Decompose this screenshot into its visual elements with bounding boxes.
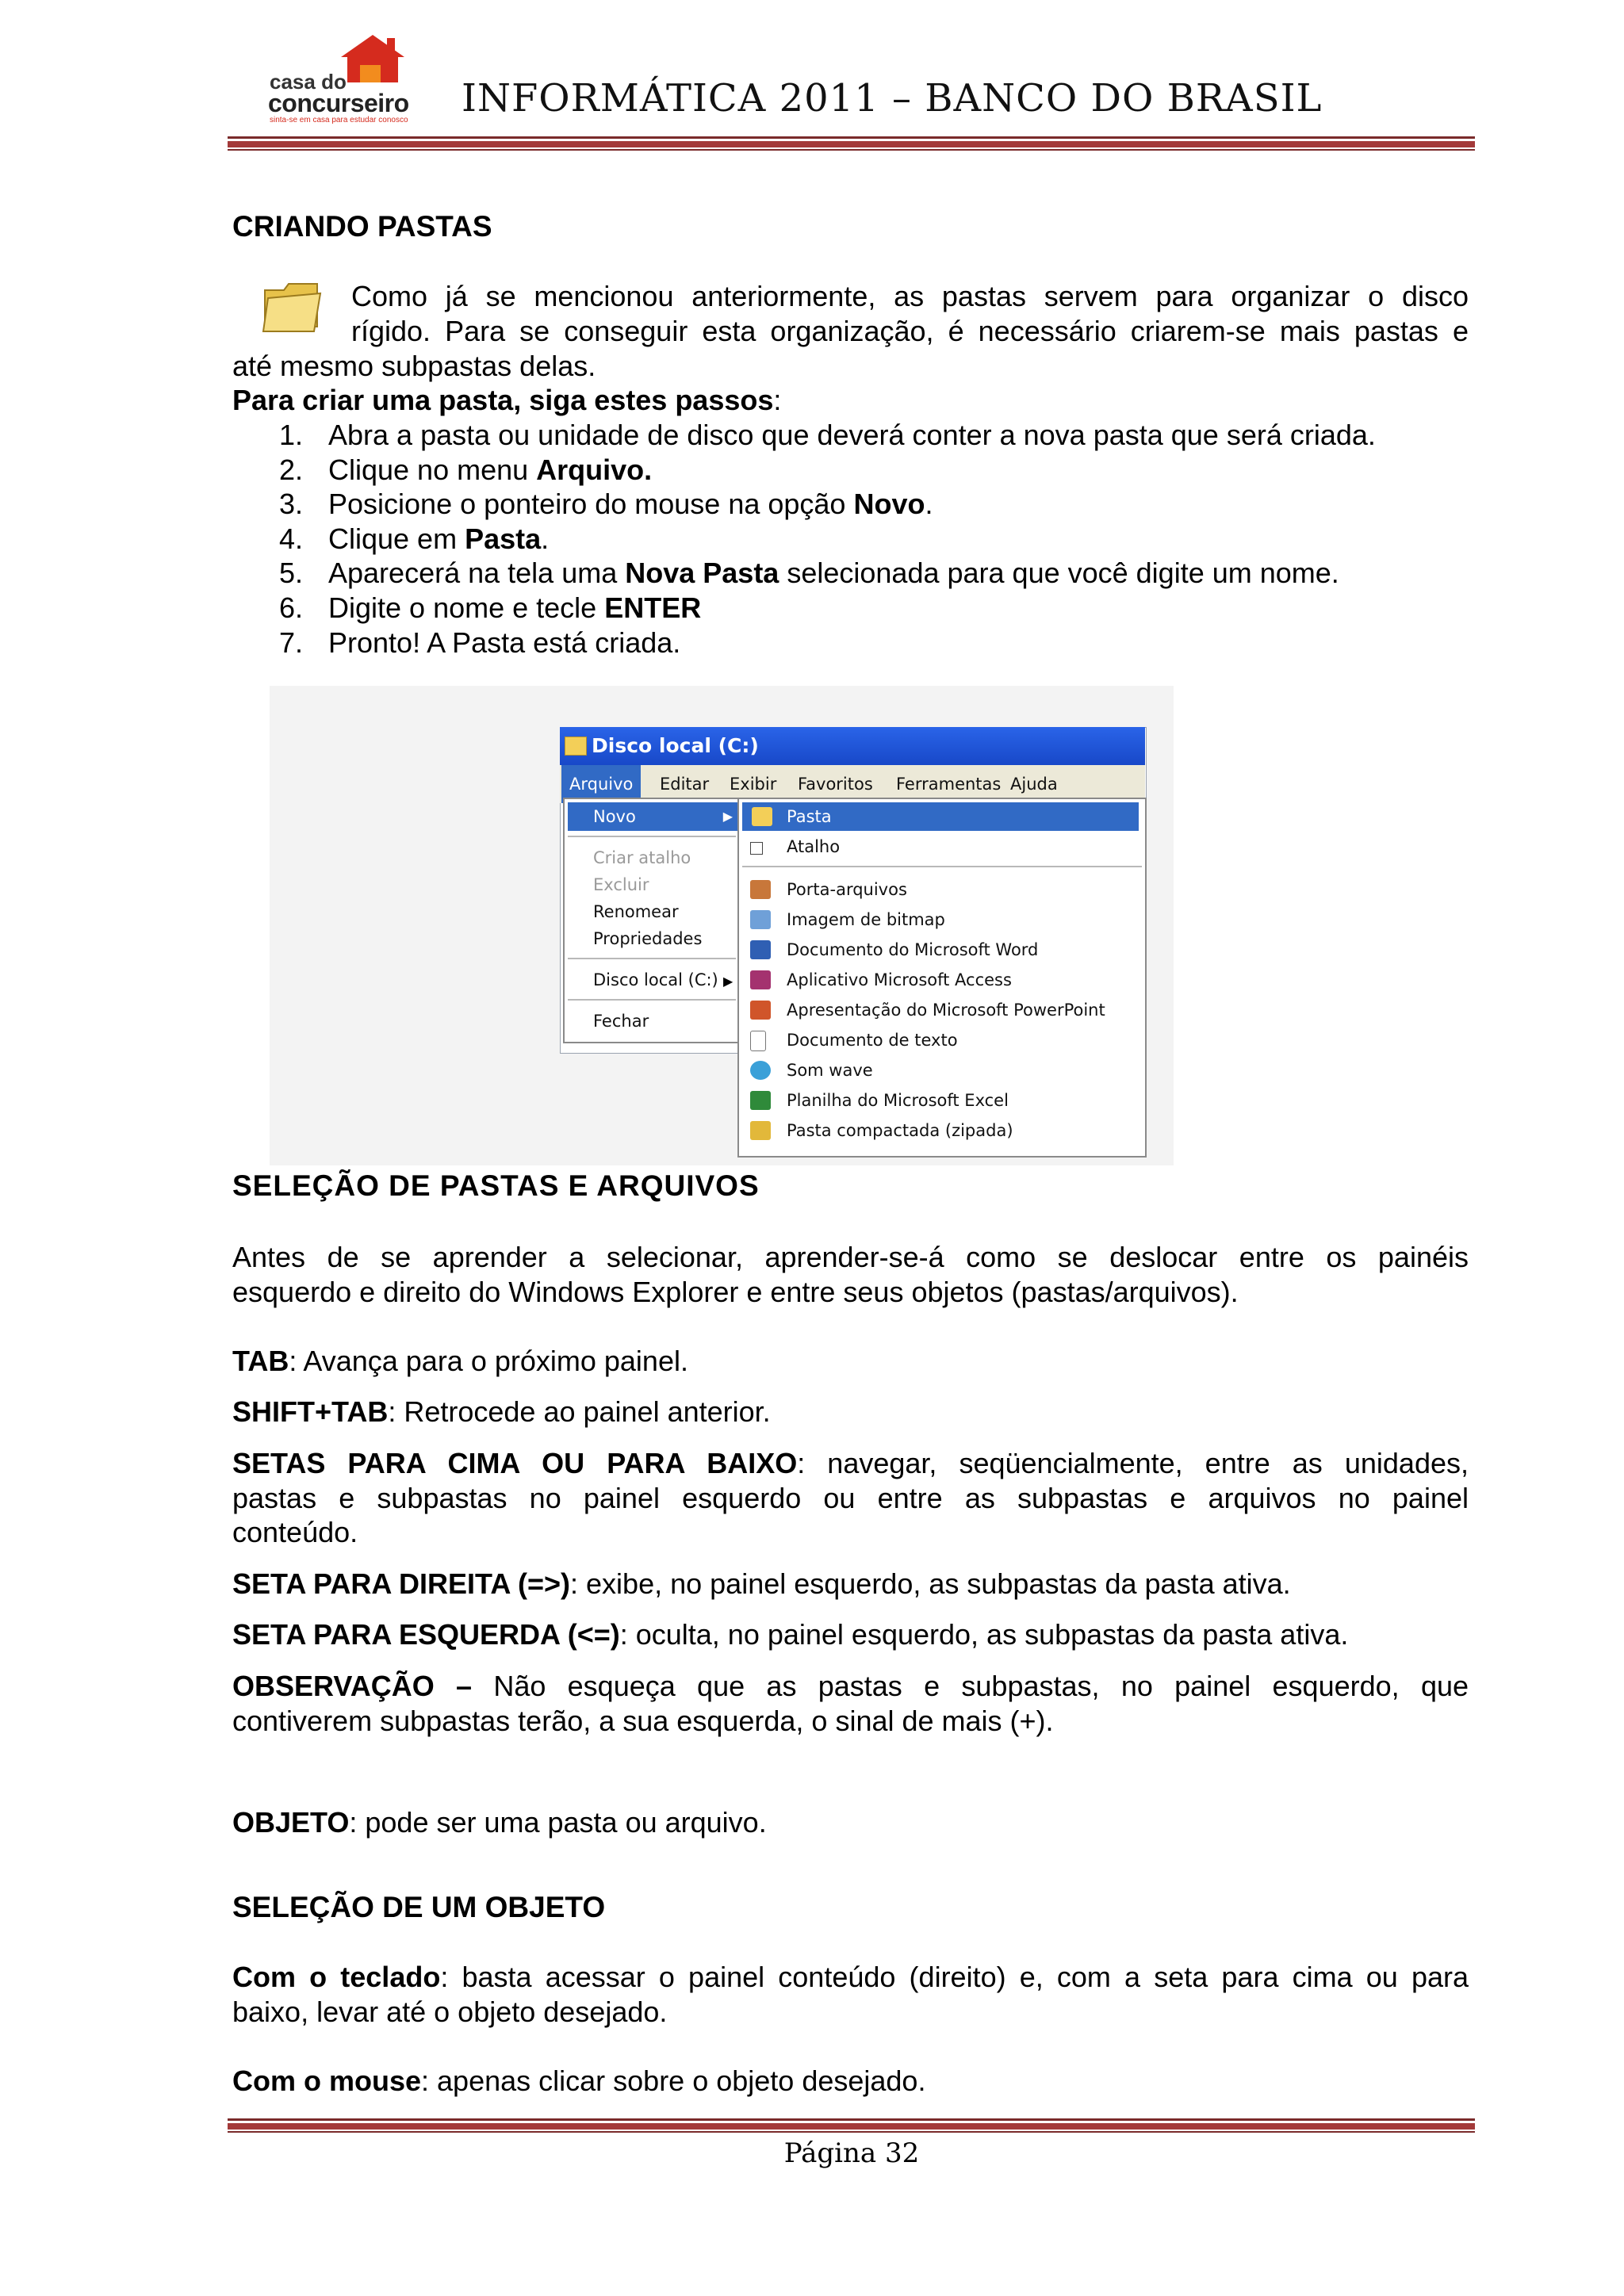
shift-tab-key-line: SHIFT+TAB: Retrocede ao painel anterior. [232,1395,771,1428]
new-submenu [737,798,1147,1158]
observacao-line-2: contiverem subpastas terão, a sua esquerda, o sinal de mais (+). [232,1705,1054,1737]
menu-separator [568,999,736,1001]
seta-direita-line: SETA PARA DIREITA (=>): exibe, no painel esquerdo, as subpastas da pasta ativa. [232,1567,1291,1600]
submenu-item-porta-arquivos[interactable]: Porta-arquivos [787,875,907,904]
observacao-line-1: OBSERVAÇÃO – Não esqueça que as pastas e subpastas, no painel esquerdo, que [232,1670,1469,1702]
submenu-item-zip[interactable]: Pasta compactada (zipada) [787,1116,1013,1145]
menu-separator [568,836,736,837]
footer-rule-thick [228,2123,1475,2130]
setas-line-1: SETAS PARA CIMA OU PARA BAIXO: navegar, seqüencialmente, entre as unidades, [232,1447,1469,1479]
header-rule-thin [228,136,1475,139]
submenu-item-access[interactable]: Aplicativo Microsoft Access [787,966,1012,994]
submenu-item-powerpoint[interactable]: Apresentação do Microsoft PowerPoint [787,996,1105,1024]
menu-editar[interactable]: Editar [660,775,710,794]
window-title: Disco local (C:) [592,734,759,757]
menu-item-disco-local[interactable]: Disco local (C:) [593,970,718,989]
list-item: 4. Clique em Pasta. [279,522,550,555]
file-menu-dropdown [563,798,742,1043]
setas-line-2: pastas e subpastas no painel esquerdo ou entre as subpastas e arquivos no painel [232,1482,1469,1514]
para-line-1: Antes de se aprender a selecionar, aprender-se-á como se deslocar entre os painéis [232,1241,1469,1273]
logo-tagline: sinta-se em casa para estudar conosco [270,116,408,124]
list-item: 3. Posicione o ponteiro do mouse na opção Novo. [279,488,933,520]
submenu-item-atalho[interactable]: Atalho [787,832,840,861]
section-heading-criando-pastas: CRIANDO PASTAS [232,210,492,243]
word-icon [750,940,771,959]
submenu-arrow-icon: ▶ [723,974,733,989]
menu-item-propriedades[interactable]: Propriedades [593,929,703,948]
menu-ferramentas[interactable]: Ferramentas [896,775,1002,794]
footer-rule-thin [228,2118,1475,2121]
menu-ajuda[interactable]: Ajuda [1010,775,1058,794]
submenu-item-texto[interactable]: Documento de texto [787,1026,958,1054]
submenu-item-excel[interactable]: Planilha do Microsoft Excel [787,1086,1009,1115]
menu-exibir[interactable]: Exibir [730,775,777,794]
header-title: INFORMÁTICA 2011 – BANCO DO BRASIL [462,76,1323,121]
logo-text-casa: casa do [270,70,347,94]
intro-line-3: até mesmo subpastas delas. [232,350,596,382]
zip-folder-icon [750,1121,771,1140]
list-item: 5. Aparecerá na tela uma Nova Pasta selecionada para que você digite um nome. [279,557,1339,589]
list-item: 7. Pronto! A Pasta está criada. [279,626,681,659]
menu-item-criar-atalho[interactable]: Criar atalho [593,848,691,867]
setas-line-3: conteúdo. [232,1516,358,1548]
mouse-line: Com o mouse: apenas clicar sobre o objeto desejado. [232,2064,926,2097]
teclado-line-2: baixo, levar até o objeto desejado. [232,1996,668,2028]
seta-esquerda-line: SETA PARA ESQUERDA (<=): oculta, no painel esquerdo, as subpastas da pasta ativa. [232,1618,1349,1651]
header-rule-thin-bottom [228,149,1475,151]
access-icon [750,970,771,989]
menu-item-renomear[interactable]: Renomear [593,902,679,921]
page-number: Página 32 [783,2137,920,2169]
list-item: 1. Abra a pasta ou unidade de disco que deverá conter a nova pasta que será criada. [279,419,1376,451]
submenu-item-pasta[interactable]: Pasta [742,802,1139,831]
header-rule-thick [228,141,1475,147]
footer-rule-thin-bottom [228,2131,1475,2133]
intro-line-1: Como já se mencionou anteriormente, as pastas servem para organizar o disco [351,280,1469,312]
para-line-2: esquerdo e direito do Windows Explorer e entre seus objetos (pastas/arquivos). [232,1276,1239,1308]
shortcut-icon [750,842,763,855]
menu-separator [742,866,1142,867]
list-item: 2. Clique no menu Arquivo. [279,453,653,486]
sound-icon [750,1061,771,1080]
excel-icon [750,1091,771,1110]
menu-favoritos[interactable]: Favoritos [798,775,873,794]
submenu-arrow-icon: ▶ [722,809,733,824]
powerpoint-icon [750,1001,771,1020]
menu-separator [568,958,736,959]
tab-key-line: TAB: Avança para o próximo painel. [232,1345,688,1377]
menu-item-excluir[interactable]: Excluir [593,875,649,894]
section-heading-selecao-pastas: SELEÇÃO DE PASTAS E ARQUIVOS [232,1169,760,1202]
intro-line-2: rígido. Para se conseguir esta organização, é necessário criarem-se mais pastas e [351,315,1469,347]
briefcase-icon [750,880,771,899]
menu-item-fechar[interactable]: Fechar [593,1012,649,1031]
folder-icon [262,279,324,340]
section-heading-selecao-objeto: SELEÇÃO DE UM OBJETO [232,1891,606,1923]
submenu-item-som-wave[interactable]: Som wave [787,1056,873,1085]
objeto-line: OBJETO: pode ser uma pasta ou arquivo. [232,1806,767,1839]
steps-title: Para criar uma pasta, siga estes passos: [232,384,782,416]
text-document-icon [750,1031,766,1051]
list-item: 6. Digite o nome e tecle ENTER [279,591,702,624]
paint-icon [750,910,771,929]
submenu-item-word[interactable]: Documento do Microsoft Word [787,936,1038,964]
menu-arquivo[interactable]: Arquivo [561,765,641,803]
submenu-item-bitmap[interactable]: Imagem de bitmap [787,905,945,934]
window-titlebar [560,727,1145,765]
logo-text-concurseiro: concurseiro [268,89,409,117]
menu-item-novo[interactable]: Novo ▶ [568,802,737,831]
teclado-line-1: Com o teclado: basta acessar o painel conteúdo (direito) e, com a seta para cima ou para [232,1961,1469,1993]
folder-icon [752,807,772,826]
folder-icon [565,737,587,756]
